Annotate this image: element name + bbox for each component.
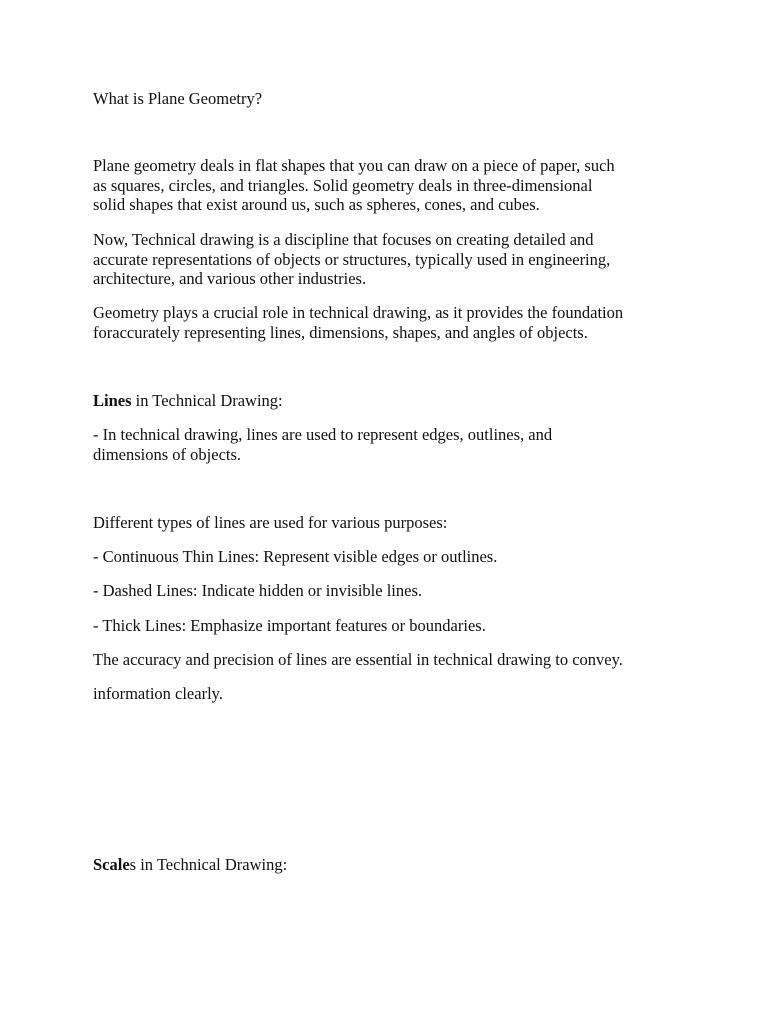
paragraph-line: as squares, circles, and triangles. Solid geometry deals in three-dimensional (93, 175, 593, 195)
line-type-item: - Thick Lines: Emphasize important features or boundaries. (93, 616, 486, 635)
line-types-intro: Different types of lines are used for various purposes: (93, 513, 448, 532)
scales-heading-rest: s in Technical Drawing: (129, 855, 288, 874)
lines-closing-line: information clearly. (93, 684, 223, 703)
paragraph-geometry-role (93, 303, 623, 342)
lines-heading-rest: in Technical Drawing: (131, 391, 283, 410)
scales-section-heading (93, 855, 287, 875)
lines-intro (93, 425, 552, 464)
paragraph-line: dimensions of objects. (93, 444, 242, 464)
document-title: What is Plane Geometry? (93, 89, 263, 108)
paragraph-line: foraccurately representing lines, dimensions, shapes, and angles of objects. (93, 322, 588, 342)
scales-heading-bold-e: e (122, 855, 130, 874)
paragraph-technical-drawing (93, 230, 610, 289)
scales-heading-bold: Scal (93, 855, 123, 874)
line-type-item: - Dashed Lines: Indicate hidden or invisible lines. (93, 581, 423, 600)
lines-closing-line: The accuracy and precision of lines are essential in technical drawing to convey. (93, 650, 623, 669)
paragraph-line: architecture, and various other industries. (93, 269, 367, 288)
paragraph-plane-geometry (93, 156, 615, 215)
paragraph-line: Plane geometry deals in flat shapes that you can draw on a piece of paper, such (93, 156, 615, 175)
paragraph-line: - In technical drawing, lines are used to represent edges, outlines, and (93, 425, 553, 444)
lines-section-heading (93, 391, 283, 411)
paragraph-line: Now, Technical drawing is a discipline that focuses on creating detailed and (93, 230, 594, 249)
lines-heading-bold: Lines (93, 391, 132, 410)
paragraph-line: solid shapes that exist around us, such as spheres, cones, and cubes. (93, 195, 540, 214)
paragraph-line: accurate representations of objects or structures, typically used in engineering, (93, 249, 611, 269)
line-type-item: - Continuous Thin Lines: Represent visible edges or outlines. (93, 547, 498, 566)
paragraph-line: Geometry plays a crucial role in technical drawing, as it provides the foundation (93, 303, 624, 322)
